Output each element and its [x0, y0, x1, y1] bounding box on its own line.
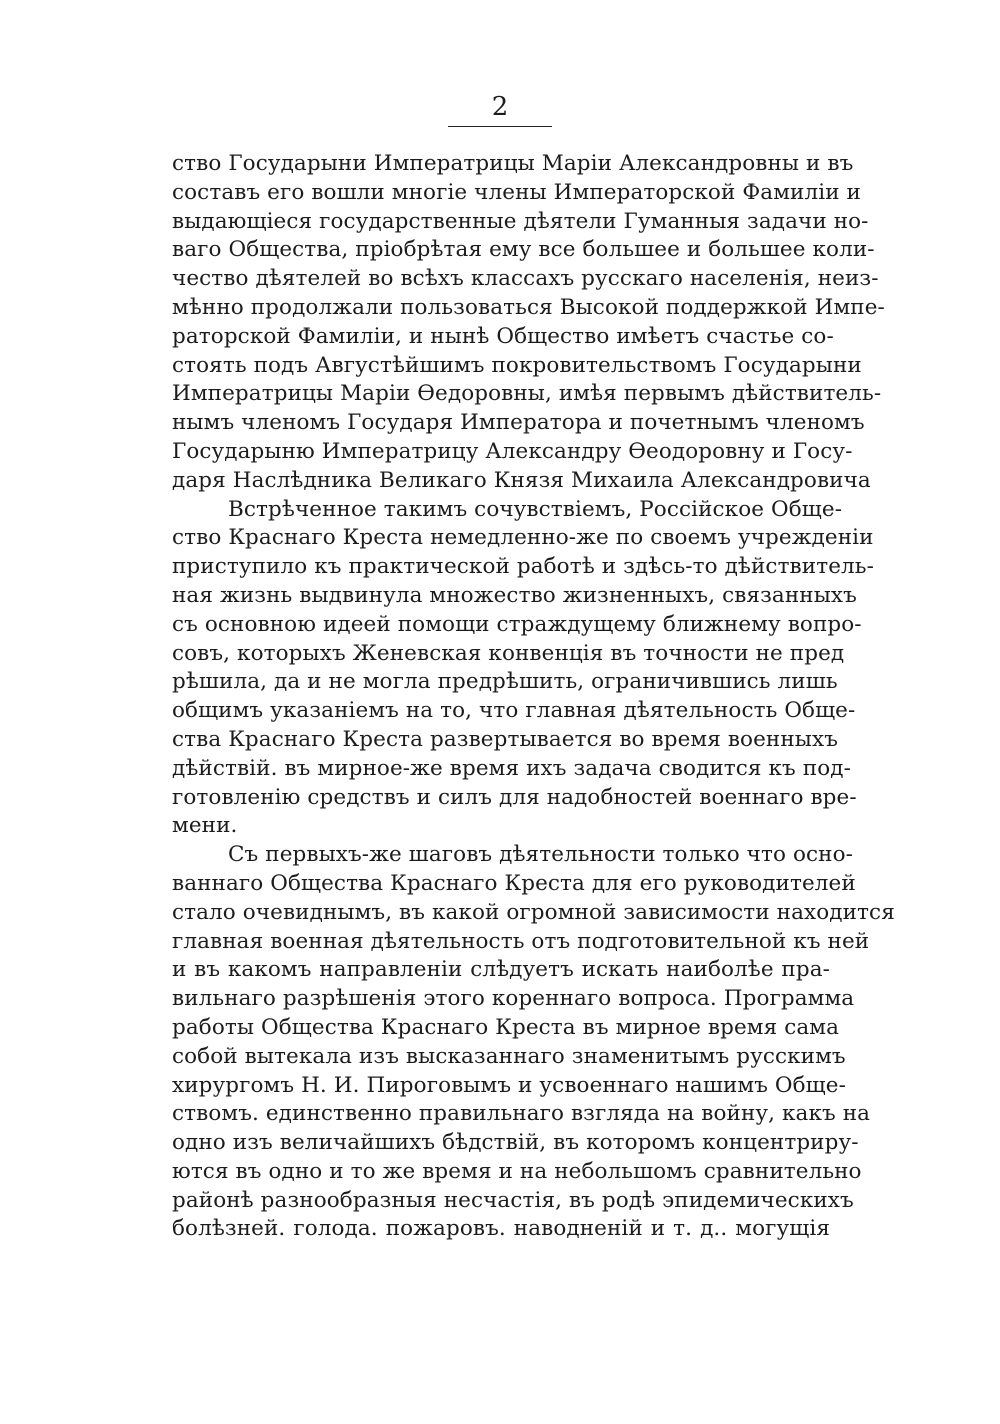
text-line: нымъ членомъ Государя Императора и почетнымъ членомъ: [172, 410, 865, 436]
text-line: Императрицы Маріи Ѳедоровны, имѣя первымъ дѣйствитель-: [172, 381, 882, 407]
text-line: стало очевиднымъ, въ какой огромной зависимости находится: [172, 899, 895, 925]
text-line: стоять подъ Августѣйшимъ покровительствомъ Государыни: [172, 352, 862, 378]
paragraph-end-line: даря Наслѣдника Великаго Князя Михаила Александровича: [172, 467, 871, 493]
text-line: составъ его вошли многіе члены Императорской Фамиліи и: [172, 179, 861, 205]
text-line: выдающіеся государственные дѣятели Гуманныя задачи но-: [172, 208, 869, 234]
text-line: общимъ указаніемъ на то, что главная дѣятельность Обще-: [172, 698, 856, 724]
paragraph-start-line: Съ первыхъ-же шаговъ дѣятельности только что осно-: [228, 842, 853, 868]
text-line: мѣнно продолжали пользоваться Высокой поддержкой Импе-: [172, 294, 885, 320]
text-line: ство Государыни Императрицы Маріи Александровны и въ: [172, 151, 854, 176]
text-line: хирургомъ Н. И. Пироговымъ и усвоеннаго нашимъ Обще-: [172, 1072, 846, 1098]
text-line: съ основною идеей помощи страждущему ближнему вопро-: [172, 611, 862, 637]
page-number-rule: [448, 126, 552, 127]
text-line: Государыню Императрицу Александру Ѳеодоровну и Госу-: [172, 438, 853, 464]
text-line: чество дѣятелей во всѣхъ классахъ русскаго населенія, неиз-: [172, 266, 879, 292]
text-line: собой вытекала изъ высказаннаго знаменитымъ русскимъ: [172, 1043, 846, 1069]
body-text: [172, 150, 895, 1244]
text-line: дѣйствій. въ мирное-же время ихъ задача сводится къ под-: [172, 755, 851, 781]
text-line: одно изъ величайшихъ бѣдствій, въ которомъ концентриру-: [172, 1130, 859, 1156]
text-line: ная жизнь выдвинула множество жизненныхъ, связанныхъ: [172, 582, 857, 608]
text-line: болѣзней. голода. пожаровъ. наводненій и т. д.. могущія: [172, 1216, 830, 1242]
text-line: районѣ разнообразныя несчастія, въ родѣ эпидемическихъ: [172, 1187, 854, 1213]
page-number: 2: [491, 92, 509, 122]
text-line: рѣшила, да и не могла предрѣшить, ограничившись лишь: [172, 669, 838, 695]
text-line: совъ, которыхъ Женевская конвенція въ точности не пред: [172, 640, 845, 666]
text-line: раторской Фамиліи, и нынѣ Общество имѣетъ счастье со-: [172, 323, 834, 349]
text-line: работы Общества Краснаго Креста въ мирное время сама: [172, 1014, 840, 1040]
text-line: главная военная дѣятельность отъ подготовительной къ ней: [172, 928, 870, 954]
text-line: ются въ одно и то же время и на небольшомъ сравнительно: [172, 1158, 862, 1184]
paragraph-end-line: мени.: [172, 813, 238, 839]
text-line: готовленію средствъ и силъ для надобностей военнаго вре-: [172, 784, 857, 810]
paragraph-start-line: Встрѣченное такимъ сочувствіемъ, Россійское Обще-: [228, 496, 843, 522]
text-line: вильнаго разрѣшенія этого кореннаго вопроса. Программа: [172, 986, 855, 1012]
text-line: и въ какомъ направленіи слѣдуетъ искать наиболѣе пра-: [172, 957, 830, 983]
text-line: ства Краснаго Креста развертывается во время военныхъ: [172, 726, 838, 752]
text-line: приступило къ практической работѣ и здѣсь-то дѣйствитель-: [172, 554, 874, 580]
text-line: ваннаго Общества Краснаго Креста для его руководителей: [172, 870, 856, 896]
text-line: ствомъ. единственно правильнаго взгляда на войну, какъ на: [172, 1101, 871, 1127]
text-line: ство Краснаго Креста немедленно-же по своемъ учрежденіи: [172, 525, 874, 551]
text-line: ваго Общества, пріобрѣтая ему все большее и большее коли-: [172, 237, 875, 263]
